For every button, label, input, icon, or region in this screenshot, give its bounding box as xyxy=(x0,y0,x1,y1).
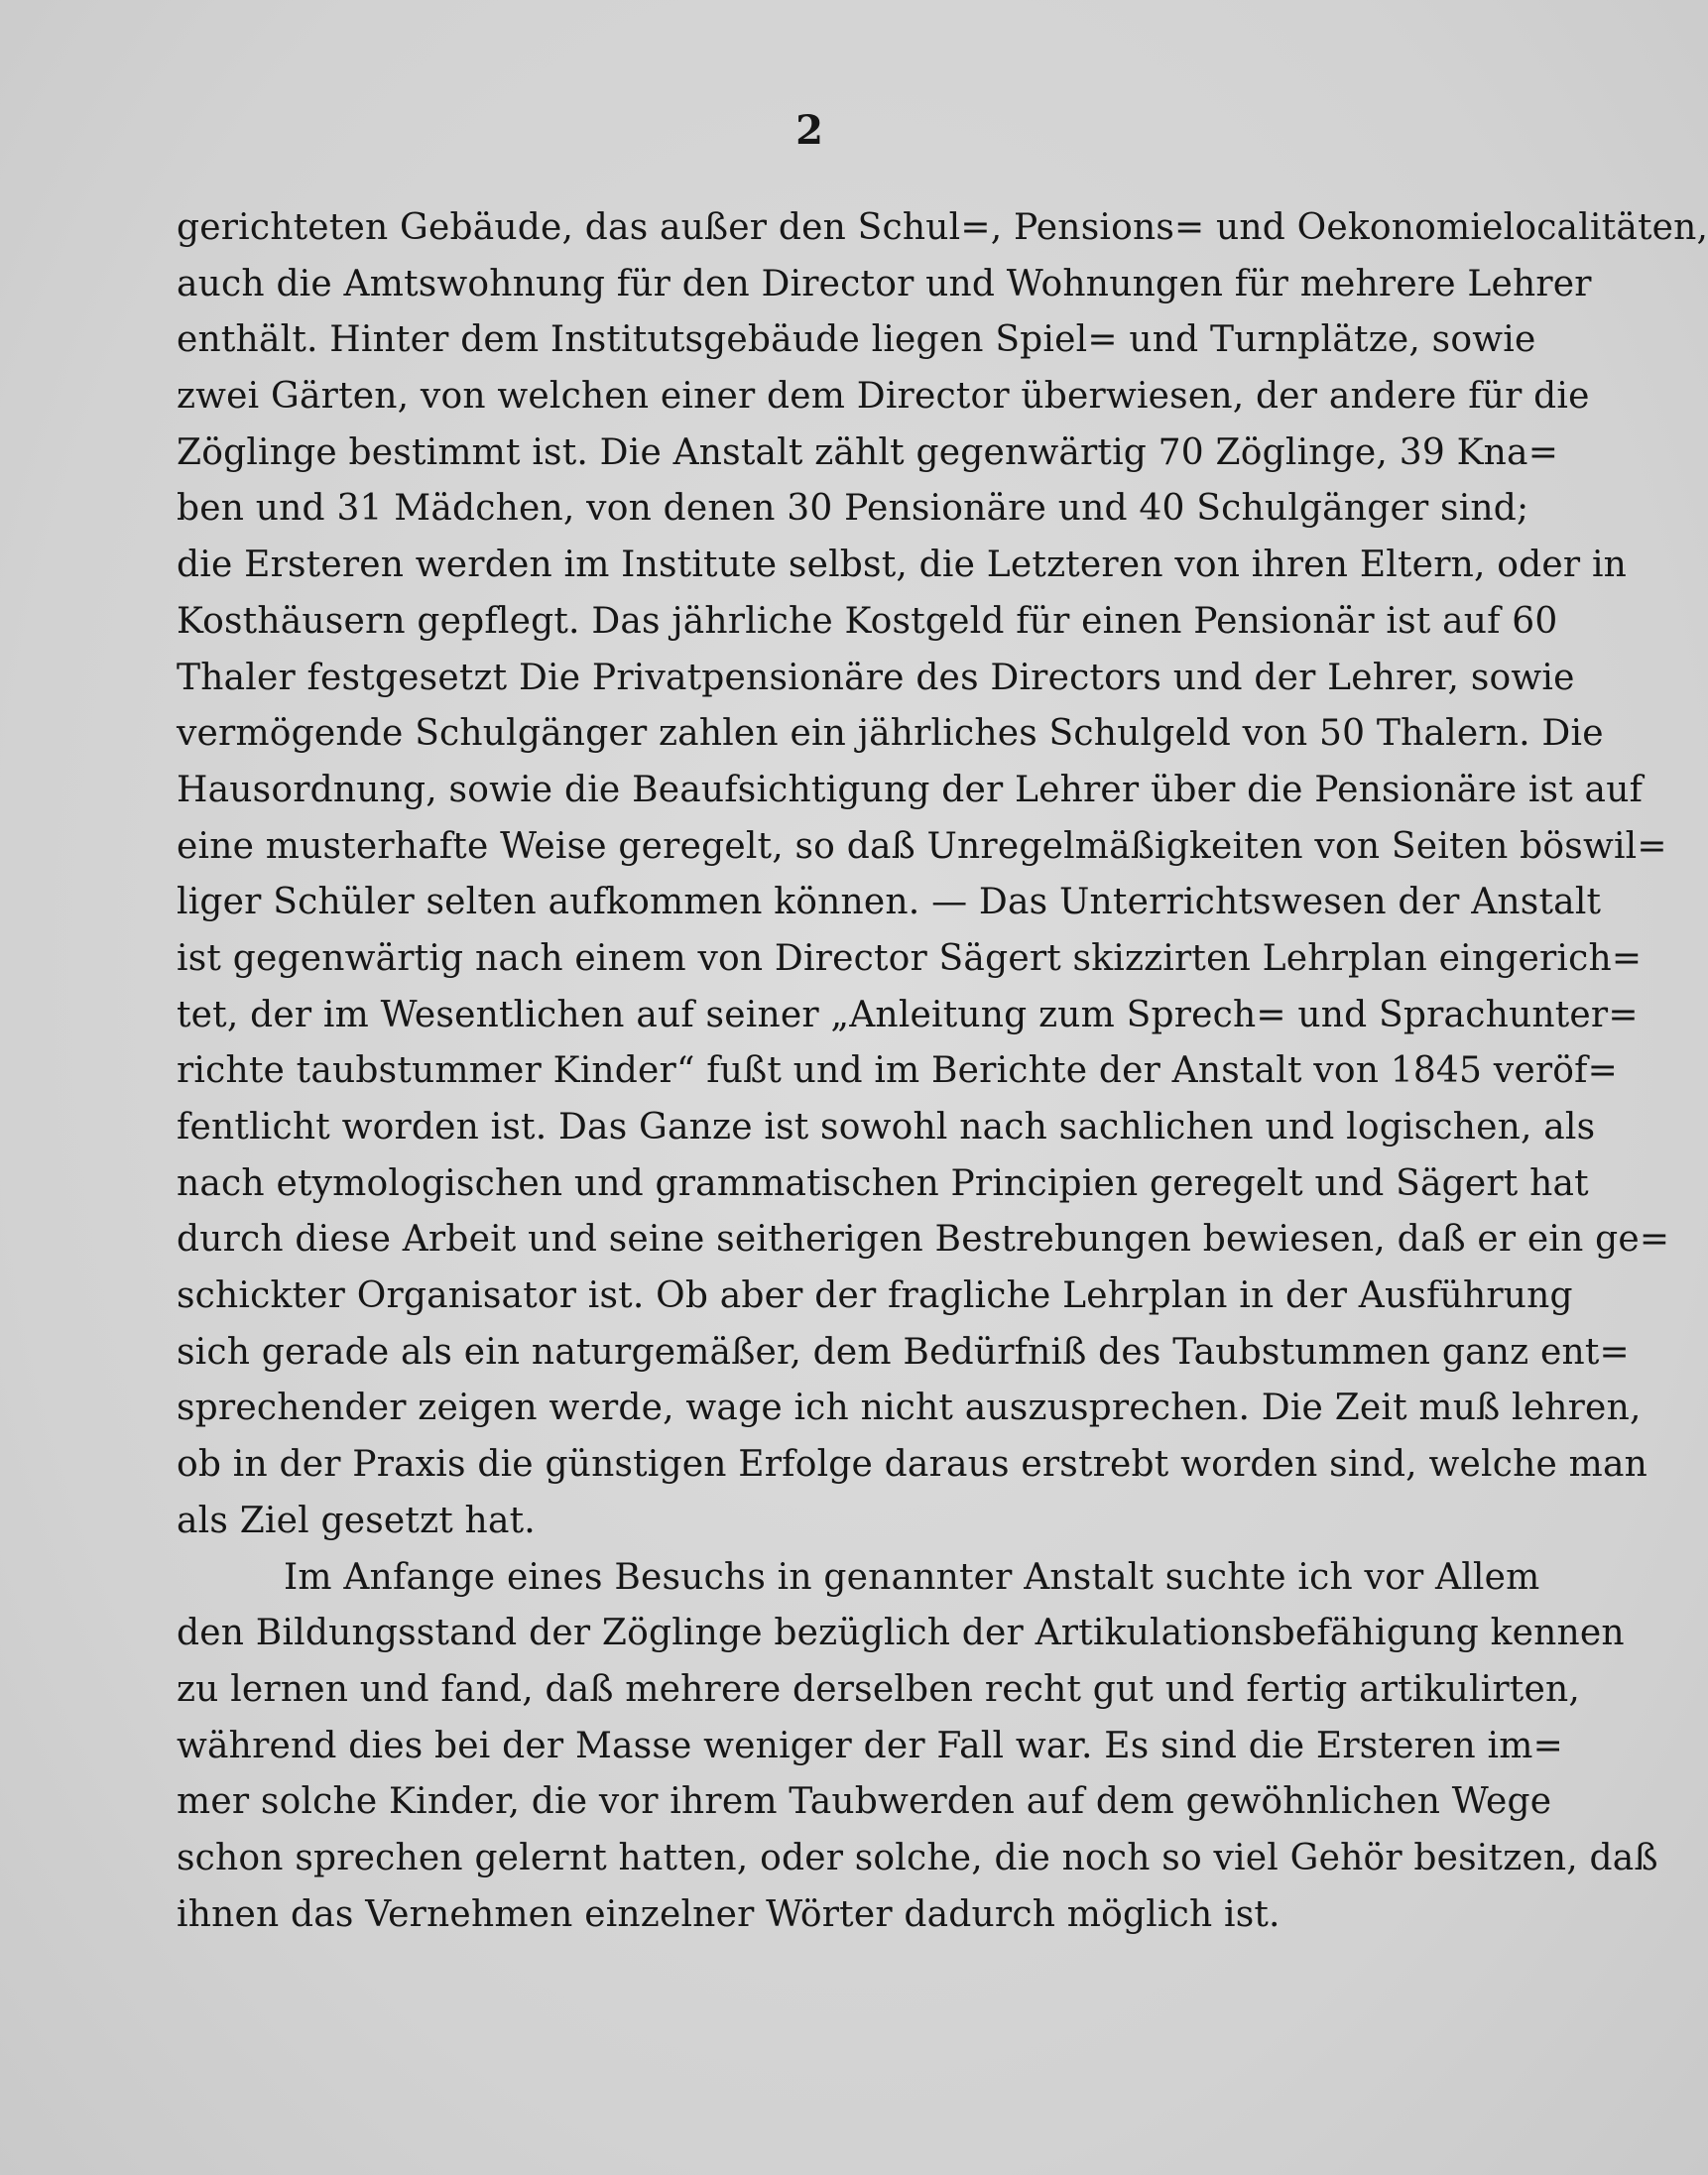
text-line: ihnen das Vernehmen einzelner Wörter dadurch möglich ist. xyxy=(177,1893,1281,1935)
text-line: ben und 31 Mädchen, von denen 30 Pensionäre und 40 Schulgänger sind; xyxy=(177,488,1529,530)
text-line: den Bildungsstand der Zöglinge bezüglich der Artikulationsbefähigung kennen xyxy=(177,1613,1625,1654)
text-line: liger Schüler selten aufkommen können. — Das Unterrichtswesen der Anstalt xyxy=(177,882,1602,923)
text-line: die Ersteren werden im Institute selbst, die Letzteren von ihren Eltern, oder in xyxy=(177,544,1628,586)
text-line: Thaler festgesetzt Die Privatpensionäre des Directors und der Lehrer, sowie xyxy=(177,657,1575,698)
text-line: durch diese Arbeit und seine seitherigen Bestrebungen bewiesen, daß er ein ge= xyxy=(177,1219,1670,1261)
text-line: sich gerade als ein naturgemäßer, dem Bedürfniß des Taubstummen ganz ent= xyxy=(177,1331,1630,1373)
text-line: fentlicht worden ist. Das Ganze ist sowohl nach sachlichen und logischen, als xyxy=(177,1107,1596,1148)
text-line: zu lernen und fand, daß mehrere derselben recht gut und fertig artikulirten, xyxy=(177,1668,1580,1710)
text-line: nach etymologischen und grammatischen Principien geregelt und Sägert hat xyxy=(177,1162,1589,1204)
text-line: sprechender zeigen werde, wage ich nicht auszusprechen. Die Zeit muß lehren, xyxy=(177,1388,1642,1429)
text-line: zwei Gärten, von welchen einer dem Director überwiesen, der andere für die xyxy=(177,376,1590,418)
text-line: mer solche Kinder, die vor ihrem Taubwerden auf dem gewöhnlichen Wege xyxy=(177,1781,1552,1823)
page-number: 2 xyxy=(795,107,823,154)
text-line: während dies bei der Masse weniger der Fall war. Es sind die Ersteren im= xyxy=(177,1725,1563,1766)
text-line: ob in der Praxis die günstigen Erfolge daraus erstrebt worden sind, welche man xyxy=(177,1444,1647,1486)
text-line: Zöglinge bestimmt ist. Die Anstalt zählt gegenwärtig 70 Zöglinge, 39 Kna= xyxy=(177,431,1559,473)
text-line: ist gegenwärtig nach einem von Director Sägert skizzirten Lehrplan eingerich= xyxy=(177,937,1643,979)
body-text xyxy=(177,200,1708,1943)
text-line: als Ziel gesetzt hat. xyxy=(177,1500,536,1541)
text-line: richte taubstummer Kinder“ fußt und im Berichte der Anstalt von 1845 veröf= xyxy=(177,1050,1618,1092)
text-line: tet, der im Wesentlichen auf seiner „Anleitung zum Sprech= und Sprachunter= xyxy=(177,994,1639,1035)
text-line: enthält. Hinter dem Institutsgebäude liegen Spiel= und Turnplätze, sowie xyxy=(177,319,1536,361)
text-line: Hausordnung, sowie die Beaufsichtigung der Lehrer über die Pensionäre ist auf xyxy=(177,769,1644,810)
text-line: Kosthäusern gepflegt. Das jährliche Kostgeld für einen Pensionär ist auf 60 xyxy=(177,600,1558,642)
text-line: eine musterhafte Weise geregelt, so daß Unregelmäßigkeiten von Seiten böswil= xyxy=(177,825,1667,867)
text-line: schickter Organisator ist. Ob aber der fragliche Lehrplan in der Ausführung xyxy=(177,1275,1573,1317)
text-line: auch die Amtswohnung für den Director und Wohnungen für mehrere Lehrer xyxy=(177,263,1592,304)
text-line: Im Anfange eines Besuchs in genannter Anstalt suchte ich vor Allem xyxy=(284,1556,1540,1598)
text-line: vermögende Schulgänger zahlen ein jährliches Schulgeld von 50 Thalern. Die xyxy=(177,713,1604,755)
text-line: schon sprechen gelernt hatten, oder solche, die noch so viel Gehör besitzen, daß xyxy=(177,1837,1658,1878)
text-line: gerichteten Gebäude, das außer den Schul=, Pensions= und Oekonomielocalitäten, xyxy=(177,207,1708,248)
